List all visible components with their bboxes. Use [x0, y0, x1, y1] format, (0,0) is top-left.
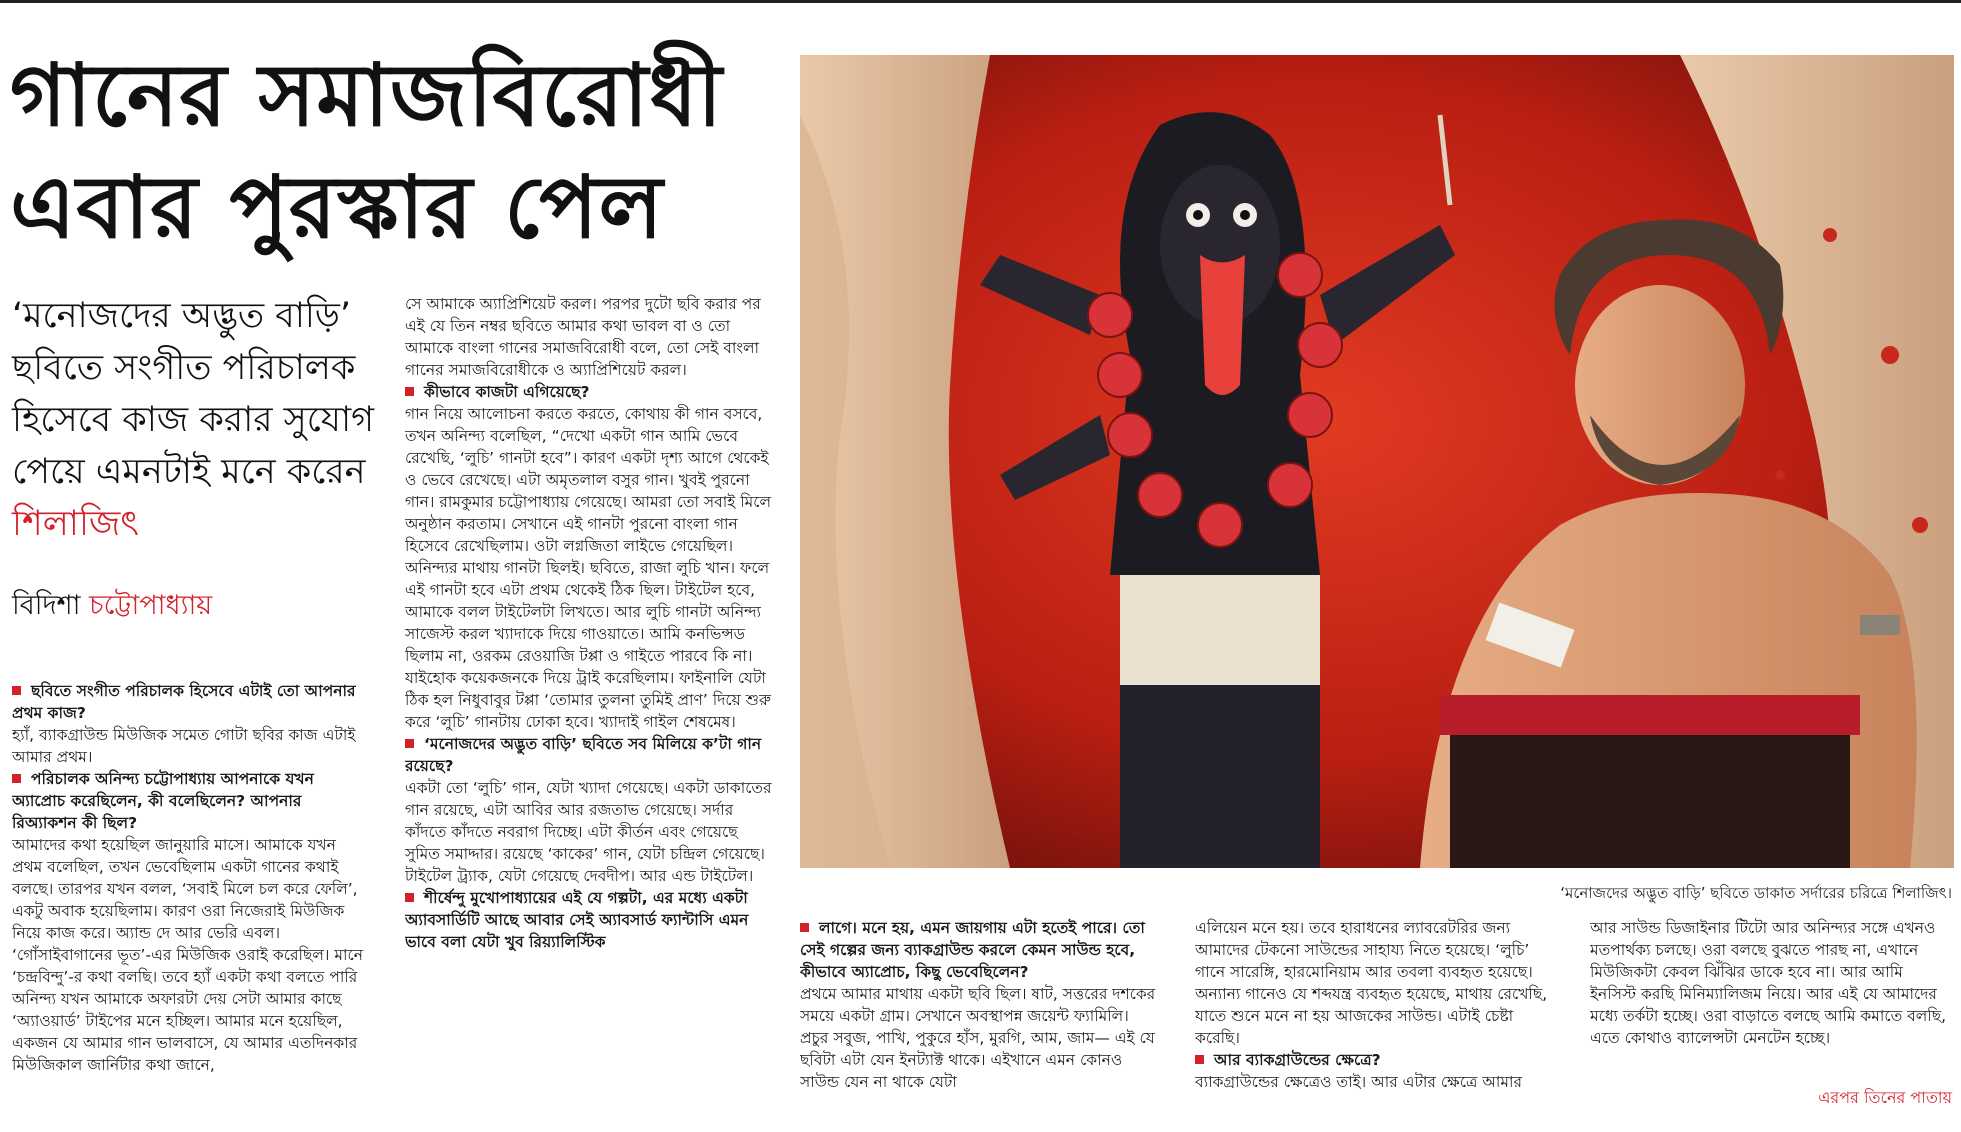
- paragraph-text: এলিয়েন মনে হয়। তবে হারাধনের ল্যাবরেটরির জন্য আমাদের টেকনো সাউন্ডের সাহায্য নিতে হয়েছে। ‘লুচি’ গানে সারেঙ্গি, হারমোনিয়াম আর তবলা ব্যবহৃত হয়েছে। অন্যান্য গানেও যে শব্দযন্ত্র ব্যবহৃত হয়েছে, মাথায় রেখেছি, যাতে শুনে মনে না হয় আজকের সাউন্ড। এটাই চেষ্টা করেছি।: [1195, 919, 1548, 1047]
- continued-note: এরপর তিনের পাতায়: [1818, 1088, 1952, 1107]
- answer-paragraph: [405, 293, 775, 381]
- answer-paragraph: [405, 777, 775, 887]
- deck-highlight: শিলাজিৎ: [12, 504, 139, 544]
- headline-line-1: গানের সমাজবিরোধী: [10, 46, 723, 146]
- question: [12, 680, 370, 724]
- paragraph-text: একটা তো ‘লুচি’ গান, যেটা খ্যাদা গেয়েছে। একটা ডাকাতের গান রয়েছে, এটা আবির আর রজতাভ গেয়েছে। সর্দার কাঁদতে কাঁদতে নবরাগ দিচ্ছে। এটা কীর্তন এবং গেয়েছে সুমিত সমাদ্দার। রয়েছে ‘কাকের’ গান, যেটা চন্দ্রিল গেয়েছে। টাইটেল ট্র্যাক, যেটা গেয়েছে দেবদীপ। আর এন্ড টাইটেল।: [405, 779, 772, 885]
- paragraph-text: কীভাবে কাজটা এগিয়েছে?: [424, 383, 590, 401]
- column-1: [12, 680, 370, 1110]
- paragraph-text: সে আমাকে অ্যাপ্রিশিয়েট করল। পরপর দুটো ছবি করার পর এই যে তিন নম্বর ছবিতে আমার কথা ভাবল বা ও তো আমাকে বাংলা গানের সমাজবিরোধী বলে, তো সেই বাংলা গানের সমাজবিরোধীকে ও অ্যাপ্রিশিয়েট করল।: [405, 295, 761, 379]
- photo-illustration: [800, 55, 1954, 868]
- answer-paragraph: [12, 834, 370, 1076]
- bullet-square-icon: [405, 739, 414, 748]
- question: [405, 381, 775, 403]
- deck-text: ‘মনোজদের অদ্ভুত বাড়ি’ ছবিতে সংগীত পরিচালক হিসেবে কাজ করার সুযোগ পেয়ে এমনটাই মনে করেন: [12, 296, 375, 492]
- paragraph-text: প্রথমে আমার মাথায় একটা ছবি ছিল। ষাট, সত্তরের দশকের সময়ে একটা গ্রাম। সেখানে অবস্থাপন্ন জয়েন্ট ফ্যামিলি। প্রচুর সবুজ, পাখি, পুকুরে হাঁস, মুরগি, আম, জাম— এই যে ছবিটা এটা যেন ইনট্যাক্ট থাকে। এইখানে এমন কোনও সাউন্ড যেন না থাকে যেটা: [800, 985, 1156, 1091]
- byline-first: বিদিশা: [12, 590, 90, 621]
- headline-line-2: এবার পুরস্কার পেল: [10, 158, 664, 258]
- bullet-square-icon: [405, 387, 414, 396]
- column-4: [1195, 917, 1555, 1112]
- paragraph-text: ‘মনোজদের অদ্ভুত বাড়ি’ ছবিতে সব মিলিয়ে ক’টা গান রয়েছে?: [405, 735, 762, 775]
- column-2: [405, 293, 775, 1108]
- feature-photo: [800, 55, 1954, 868]
- paragraph-text: ছবিতে সংগীত পরিচালক হিসেবে এটাই তো আপনার প্রথম কাজ?: [12, 682, 356, 722]
- paragraph-text: শীর্ষেন্দু মুখোপাধ্যায়ের এই যে গল্পটা, এর মধ্যে একটা অ্যাবসার্ডিটি আছে আবার সেই অ্যাবসার্ড ফ্যান্টাসি এমন ভাবে বলা যেটা খুব রিয়্যালিস্টিক: [405, 889, 749, 951]
- bullet-square-icon: [12, 686, 21, 695]
- paragraph-text: হ্যাঁ, ব্যাকগ্রাউন্ড মিউজিক সমেত গোটা ছবির কাজ এটাই আমার প্রথম।: [12, 726, 356, 766]
- photo-caption: ‘মনোজদের অদ্ভুত বাড়ি’ ছবিতে ডাকাত সর্দারের চরিত্রে শিলাজিৎ।: [1560, 884, 1952, 902]
- headline: [10, 40, 790, 264]
- paragraph-text: আর সাউন্ড ডিজাইনার টিটো আর অনিন্দ্যর সঙ্গে এখনও মতপার্থক্য চলছে। ওরা বলছে বুঝতে পারছ না, এখানে মিউজিকটা কেবল ঝিঁঝির ডাকে হবে না। আর আমি ইনসিস্ট করছি মিনিম্যালিজম নিয়ে। আর এই যে আমাদের মধ্যে তর্কটা হচ্ছে। ওরা বাড়াতে বলছে আমি কমাতে বলছি, এতে কোথাও ব্যালেন্সটা মেনটেন হচ্ছে।: [1590, 919, 1947, 1047]
- answer-paragraph: [1195, 1071, 1555, 1093]
- answer-paragraph: [1590, 917, 1952, 1049]
- question: [800, 917, 1160, 983]
- paragraph-text: ব্যাকগ্রাউন্ডের ক্ষেত্রেও তাই। আর এটার ক্ষেত্রে আমার: [1195, 1073, 1522, 1091]
- column-5: [1590, 917, 1952, 1077]
- question: [12, 768, 370, 834]
- paragraph-text: আর ব্যাকগ্রাউন্ডের ক্ষেত্রে?: [1214, 1051, 1381, 1069]
- top-rule: [0, 0, 1961, 3]
- bullet-square-icon: [1195, 1055, 1204, 1064]
- bullet-square-icon: [405, 893, 414, 902]
- byline-last: চট্টোপাধ্যায়: [89, 590, 213, 621]
- answer-paragraph: [1195, 917, 1555, 1049]
- bullet-square-icon: [800, 923, 809, 932]
- question: [405, 887, 775, 953]
- answer-paragraph: [800, 983, 1160, 1093]
- answer-paragraph: [405, 403, 775, 733]
- paragraph-text: লাগে। মনে হয়, এমন জায়গায় এটা হতেই পারে। তো সেই গল্পের জন্য ব্যাকগ্রাউন্ড করলে কেমন সাউন্ড হবে, কীভাবে অ্যাপ্রোচ, কিছু ভেবেছিলেন?: [800, 919, 1145, 981]
- paragraph-text: গান নিয়ে আলোচনা করতে করতে, কোথায় কী গান বসবে, তখন অনিন্দ্য বলেছিল, “দেখো একটা গান আমি ভেবে রেখেছি, ‘লুচি’ গানটা হবে”। কারণ একটা দৃশ্য আগে থেকেই ও ভেবে রেখেছে। এটা অমৃতলাল বসুর গান। খুবই পুরনো গান। রামকুমার চট্টোপাধ্যায় গেয়েছে। আমরা তো সবাই মিলে অনুষ্ঠান করতাম। সেখানে এই গানটা পুরনো বাংলা গান হিসেবে রেখেছিলাম। ওটা লগ্নজিতা লাইভে গেয়েছিল। অনিন্দ্যর মাথায় গানটা ছিলই। ছবিতে, রাজা লুচি খান। ফলে এই গানটা হবে এটা প্রথম থেকেই ঠিক ছিল। টাইটেল হবে, আমাকে বলল টাইটেলটা লিখতে। আর লুচি গানটা অনিন্দ্য সাজেস্ট করল খ্যাদাকে দিয়ে গাওয়াতে। আমি কনভিন্সড ছিলাম না, ওরকম রেওয়াজি টপ্পা ও গাইতে পারবে কি না। যাইহোক কয়েকজনকে দিয়ে ট্রাই করেছিলাম। ফাইনালি যেটা ঠিক হল নিধুবাবুর টপ্পা ‘তোমার তুলনা তুমিই প্রাণ’ দিয়ে শুরু করে ‘লুচি’ গানটায় ঢোকা হবে। খ্যাদাই গাইল শেষমেষ।: [405, 405, 772, 731]
- bullet-square-icon: [12, 774, 21, 783]
- question: [405, 733, 775, 777]
- deck: [12, 290, 382, 550]
- answer-paragraph: [12, 724, 370, 768]
- question: [1195, 1049, 1555, 1071]
- column-3: [800, 917, 1160, 1112]
- byline: [12, 585, 212, 630]
- paragraph-text: আমাদের কথা হয়েছিল জানুয়ারি মাসে। আমাকে যখন প্রথম বলেছিল, তখন ভেবেছিলাম একটা গানের কথাই বলছে। তারপর যখন বলল, ‘সবাই মিলে চল করে ফেলি’, একটু অবাক হয়েছিলাম। কারণ ওরা নিজেরাই মিউজিক নিয়ে কাজ করে। অ্যান্ড দে আর ভেরি এবল। ‘গোঁসাইবাগানের ভূত’-এর মিউজিক ওরাই করেছিল। মানে ‘চন্দ্রবিন্দু’-র কথা বলছি। তবে হ্যাঁ একটা কথা বলতে পারি অনিন্দ্য যখন আমাকে অফারটা দেয় সেটা আমার কাছে ‘অ্যাওয়ার্ড’ টাইপের মনে হচ্ছিল। আমার মনে হয়েছিল, একজন যে আমার গান ভালবাসে, যে আমার এতদিনকার মিউজিকাল জার্নিটার কথা জানে,: [12, 836, 363, 1074]
- paragraph-text: পরিচালক অনিন্দ্য চট্টোপাধ্যায় আপনাকে যখন অ্যাপ্রোচ করেছিলেন, কী বলেছিলেন? আপনার রিঅ্যাকশন কী ছিল?: [12, 770, 314, 832]
